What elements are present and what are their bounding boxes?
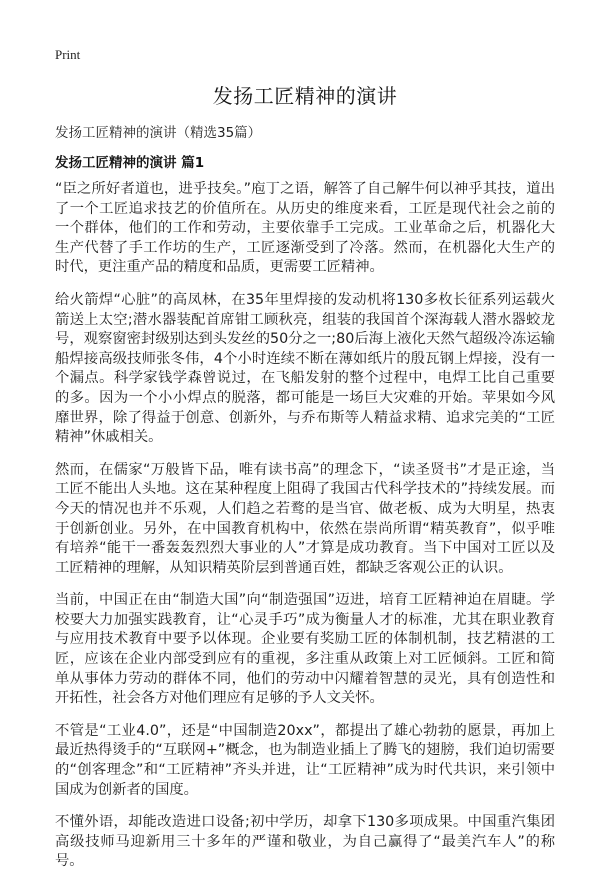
section-heading: 发扬工匠精神的演讲 篇1 — [55, 155, 205, 171]
paragraph: 不管是“工业4.0”，还是“中国制造20xx”，都提出了雄心勃勃的愿景，再加上最近热得烫手的“互联网+”概念，也为制造业插上了腾飞的翅膀，我们迫切需要的“创客理念”和“工匠精神”齐头并进，让“工匠精神”成为时代共识，来引领中国成为创新者的国度。 — [55, 722, 555, 798]
paragraph: 不懂外语，却能改造进口设备;初中学历，却拿下130多项成果。中国重汽集团高级技师马迎新用三十多年的严谨和敬业，为自己赢得了“最美汽车人”的称号。 — [55, 814, 555, 870]
document-subtitle: 发扬工匠精神的演讲（精选35篇） — [55, 125, 262, 141]
paragraph: 给火箭焊“心脏”的高凤林，在35年里焊接的发动机将130多枚长征系列运载火箭送上太空;潜水器装配首席钳工顾秋亮，组装的我国首个深海载人潜水器蛟龙号，观察窗密封级别达到头发丝的50分之一;80后海上液化天然气超级冷冻运输船焊接高级技师张冬伟，4个小时连续不断在薄如纸片的殷瓦钢上焊接，没有一个漏点。科学家钱学森曾说过，在飞船发射的整个过程中，电焊工比自己重要的多。因为一个小小焊点的脱落，都可能是一场巨大灾难的开始。苹果如今风靡世界，除了得益于创意、创新外，与乔布斯等人精益求精、追求完美的“工匠精神”休戚相关。 — [55, 291, 555, 446]
paragraph: 当前，中国正在由“制造大国”向“制造强国”迈进，培育工匠精神迫在眉睫。学校要大力加强实践教育，让“心灵手巧”成为衡量人才的标准，尤其在职业教育与应用技术教育中要予以体现。企业要有奖励工匠的体制机制，技艺精湛的工匠，应该在企业内部受到应有的重视，多注重从政策上对工匠倾斜。工匠和简单从事体力劳动的群体不同，他们的劳动中闪耀着智慧的灵光，具有创造性和开拓性，社会各方对他们理应有足够的予人文关怀。 — [55, 592, 555, 707]
paragraph: 然而，在儒家“万般皆下品，唯有读书高”的理念下，“读圣贤书”才是正途，当工匠不能出人头地。这在某种程度上阻碍了我国古代科学技术的”持续发展。而今天的情况也并不乐观，人们趋之若鹜的是当官、做老板、成为大明星，热衷于创新创业。另外，在中国教育机构中，依然在崇尚所谓“精英教育”，似乎唯有培养“能干一番轰轰烈烈大事业的人”才算是成功教育。当下中国对工匠以及工匠精神的理解，从知识精英阶层到普通百姓，都缺乏客观公正的认识。 — [55, 461, 555, 576]
document-title: 发扬工匠精神的演讲 — [212, 84, 398, 108]
print-label: Print — [55, 47, 81, 62]
paragraph: “臣之所好者道也，进乎技矣。”庖丁之语，解答了自己解牛何以神乎其技，道出了一个工匠追求技艺的价值所在。从历史的维度来看，工匠是现代社会之前的一个群体，他们的工作和劳动，主要依靠手工完成。工业革命之后，机器化大生产代替了手工作坊的生产，工匠逐渐受到了冷落。然而，在机器化大生产的时代，更注重产品的精度和品质，更需要工匠精神。 — [55, 181, 555, 276]
document-body — [55, 180, 555, 885]
